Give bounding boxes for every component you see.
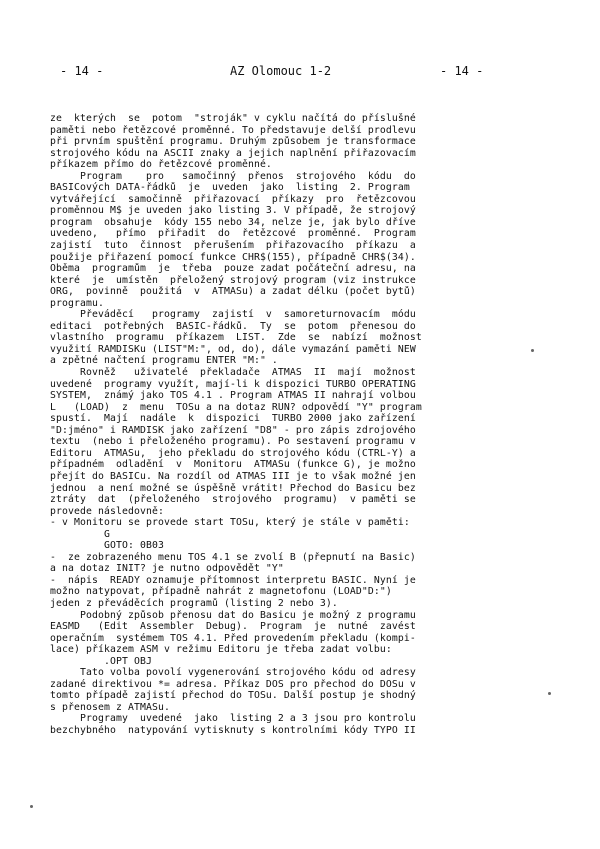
text-line: .OPT OBJ bbox=[50, 655, 152, 667]
text-line: Tato volba povolí vygenerování strojového kódu od adresy bbox=[50, 667, 416, 679]
text-line: uvedené programy využít, mají-li k dispozici TURBO OPERATING bbox=[50, 378, 416, 390]
text-line: Rovněž uživatelé překladače ATMAS II mají možnost bbox=[50, 367, 416, 379]
text-line: ORG, povinně použitá v ATMASu) a zadat délku (počet bytů) bbox=[50, 286, 416, 298]
text-line: ze kterých se potom "stroják" v cyklu načítá do příslušné bbox=[50, 113, 416, 124]
text-line: s přenosem z ATMASu. bbox=[50, 701, 170, 713]
text-line: GOTO: 0B03 bbox=[50, 540, 164, 552]
body-text bbox=[50, 113, 570, 737]
scan-speck bbox=[531, 349, 534, 352]
text-line: využití RAMDISKu (LIST"M:", od, do), dále vymazání paměti NEW bbox=[50, 343, 416, 355]
text-line: které je umístěn přeložený strojový program (viz instrukce bbox=[50, 274, 416, 286]
text-line: zadané direktivou *= adresa. Příkaz DOS pro přechod do DOSu v bbox=[50, 678, 416, 690]
text-line: paměti nebo řetězcové proměnné. To představuje delší prodlevu bbox=[50, 124, 416, 136]
text-line: vytvářející samočinně přiřazovací příkazy pro řetězcovou bbox=[50, 193, 416, 205]
text-line: lace) příkazem ASM v režimu Editoru je třeba zadat volbu: bbox=[50, 644, 392, 656]
text-line: - v Monitoru se provede start TOSu, který je stále v paměti: bbox=[50, 517, 410, 529]
text-line: při prvním spuštění programu. Druhým způsobem je transformace bbox=[50, 136, 416, 148]
text-line: G bbox=[50, 528, 110, 540]
text-line: uvedeno, přímo přiřadit do řetězcové proměnné. Program bbox=[50, 228, 416, 240]
text-line: jeden z převáděcích programů (listing 2 nebo 3). bbox=[50, 597, 338, 609]
text-line: strojového kódu na ASCII znaky a jejich naplnění přiřazovacím bbox=[50, 147, 416, 159]
text-line: operačním systémem TOS 4.1. Před provedením překladu (kompi- bbox=[50, 632, 416, 644]
page-number-right: - 14 - bbox=[440, 64, 484, 78]
text-line: a zpětné načtení programu ENTER "M:" . bbox=[50, 355, 278, 367]
text-line: BASICových DATA-řádků je uveden jako listing 2. Program bbox=[50, 182, 410, 194]
text-line: přejít do BASICu. Na rozdíl od ATMAS III je to však možné jen bbox=[50, 470, 416, 482]
text-line: programu. bbox=[50, 297, 104, 309]
text-line: Editoru ATMASu, jeho překladu do strojového kódu (CTRL-Y) a bbox=[50, 447, 416, 459]
text-line: bezchybného natypování vytisknuty s kontrolními kódy TYPO II bbox=[50, 724, 416, 736]
text-line: - ze zobrazeného menu TOS 4.1 se zvolí B (přepnutí na Basic) bbox=[50, 551, 416, 563]
text-line: L (LOAD) z menu TOSu a na dotaz RUN? odpovědí "Y" program bbox=[50, 401, 422, 413]
text-line: a na dotaz INIT? je nutno odpovědět "Y" bbox=[50, 563, 284, 575]
page-number-left: - 14 - bbox=[60, 64, 104, 78]
text-line: možno natypovat, případně nahrát z magnetofonu (LOAD"D:") bbox=[50, 586, 392, 598]
text-line: provede následovně: bbox=[50, 505, 164, 517]
text-line: EASMD (Edit Assembler Debug). Program je nutné zavést bbox=[50, 621, 416, 633]
text-line: textu (nebo i přeloženého programu). Po sestavení programu v bbox=[50, 436, 416, 448]
text-line: tomto případě zajistí přechod do TOSu. Další postup je shodný bbox=[50, 690, 416, 702]
text-line: Převáděcí programy zajistí v samoreturnovacím módu bbox=[50, 309, 416, 321]
text-line: jednou a není možné se úspěšně vrátit! Přechod do Basicu bez bbox=[50, 482, 416, 494]
scan-speck bbox=[548, 692, 551, 695]
text-line: vlastního programu příkazem LIST. Zde se nabízí možnost bbox=[50, 332, 422, 344]
text-line: použije přiřazení pomocí funkce CHR$(155), případně CHR$(34). bbox=[50, 251, 416, 263]
text-line: Program pro samočinný přenos strojového kódu do bbox=[50, 170, 416, 182]
running-title: AZ Olomouc 1-2 bbox=[230, 64, 332, 78]
text-line: Podobný způsob přenosu dat do Basicu je možný z programu bbox=[50, 609, 416, 621]
text-line: Programy uvedené jako listing 2 a 3 jsou pro kontrolu bbox=[50, 713, 416, 725]
scan-speck bbox=[30, 805, 33, 808]
text-line: proměnnou M$ je uveden jako listing 3. V případě, že strojový bbox=[50, 205, 416, 217]
text-line: - nápis READY oznamuje přítomnost interpretu BASIC. Nyní je bbox=[50, 574, 416, 586]
text-line: případném odladění v Monitoru ATMASu (funkce G), je možno bbox=[50, 459, 416, 471]
text-line: spustí. Mají nadále k dispozici TURBO 2000 jako zařízení bbox=[50, 413, 416, 425]
text-line: ztráty dat (přeloženého strojového programu) v paměti se bbox=[50, 494, 416, 506]
text-line: program obsahuje kódy 155 nebo 34, nelze je, jak bylo dříve bbox=[50, 216, 416, 228]
text-line: Oběma programům je třeba pouze zadat počáteční adresu, na bbox=[50, 263, 416, 275]
text-line: příkazem přímo do řetězcové proměnné. bbox=[50, 159, 272, 171]
text-line: "D:jméno" i RAMDISK jako zařízení "D8" - pro zápis zdrojového bbox=[50, 424, 416, 436]
text-line: zajistí tuto činnost přerušením přiřazovacího příkazu a bbox=[50, 240, 416, 252]
text-line: editaci potřebných BASIC-řádků. Ty se potom přenesou do bbox=[50, 320, 416, 332]
text-line: SYSTEM, známý jako TOS 4.1 . Program ATMAS II nahrají volbou bbox=[50, 390, 416, 402]
